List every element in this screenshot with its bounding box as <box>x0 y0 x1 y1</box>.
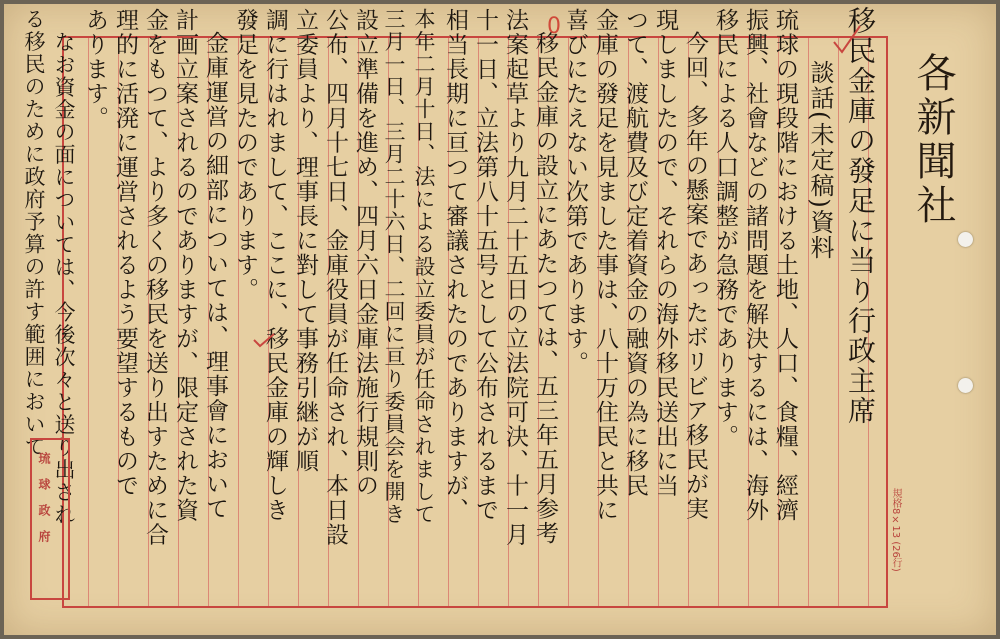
text-column: 振興、社會などの諸問題を解決するには、海外 <box>742 8 768 523</box>
text-column: 發足を見たのであります。 <box>232 8 258 302</box>
text-column: 金をもつて、より多くの移民を送り出すために合 <box>142 8 168 547</box>
text-column: 十一日、立法第八十五号として公布されるまで <box>472 8 498 523</box>
text-column: 公布、四月十七日、金庫役員が任命され、本日設 <box>322 8 348 547</box>
text-column: 喜びにたえない次第であります。 <box>562 8 588 376</box>
text-column: 三月一日、三月二十六日、二回に亘り委員会を開き <box>382 8 406 526</box>
government-stamp: 琉球政府 <box>37 452 51 556</box>
text-column: る移民のために政府予算の許す範囲において <box>22 8 46 458</box>
document-subtitle: 談話(未定稿)資料 <box>806 60 834 261</box>
text-column: 調に行はれまして、ここに、移民金庫の輝しき <box>262 8 288 523</box>
text-column: 立委員より、理事長に對して事務引継が順 <box>292 8 318 474</box>
check-mark-icon <box>830 20 870 60</box>
document-title: 移民金庫の發足に当り行政主席 <box>844 6 877 426</box>
paper-spec-label: 規格8×13 (26行) <box>890 488 901 572</box>
text-column: 本年二月十日、法による設立委員が任命されまして <box>412 8 436 526</box>
text-column: 相当長期に亘つて審議されたのでありますが、 <box>442 8 468 523</box>
text-column: つて、渡航費及び定着資金の融資の為に移民 <box>622 8 648 498</box>
text-column: 移民金庫の設立にあたつては、五三年五月参考 <box>532 31 558 546</box>
handwritten-note: 各新聞社 <box>910 52 956 228</box>
red-mark: 0 <box>547 14 561 39</box>
check-mark-icon <box>250 330 280 350</box>
text-column: 設立準備を進め、四月六日金庫法施行規則の <box>352 8 378 498</box>
text-column: 移民による人口調整が急務であります。 <box>712 8 738 449</box>
text-column: 琉球の現段階における土地、人口、食糧、經濟 <box>772 8 798 523</box>
text-column: 法案起草より九月二十五日の立法院可決、十一月 <box>502 8 528 547</box>
text-column: 現しましたので、それらの海外移民送出に当 <box>652 8 678 498</box>
text-column: なお資金の面については、今後次々と送り出され <box>52 31 76 526</box>
text-column: あります。 <box>82 8 108 131</box>
text-column: 今回、多年の懸案であったボリビア移民が実 <box>682 31 708 521</box>
text-column: 計画立案されるのでありますが、限定された資 <box>172 8 198 523</box>
punch-hole <box>958 378 973 393</box>
text-column: 金庫の發足を見ました事は、八十万住民と共に <box>592 8 618 523</box>
text-column: 金庫運営の細部については、理事會において <box>202 31 228 521</box>
punch-hole <box>958 232 973 247</box>
text-column: 理的に活溌に運営されるよう要望するもので <box>112 8 138 498</box>
